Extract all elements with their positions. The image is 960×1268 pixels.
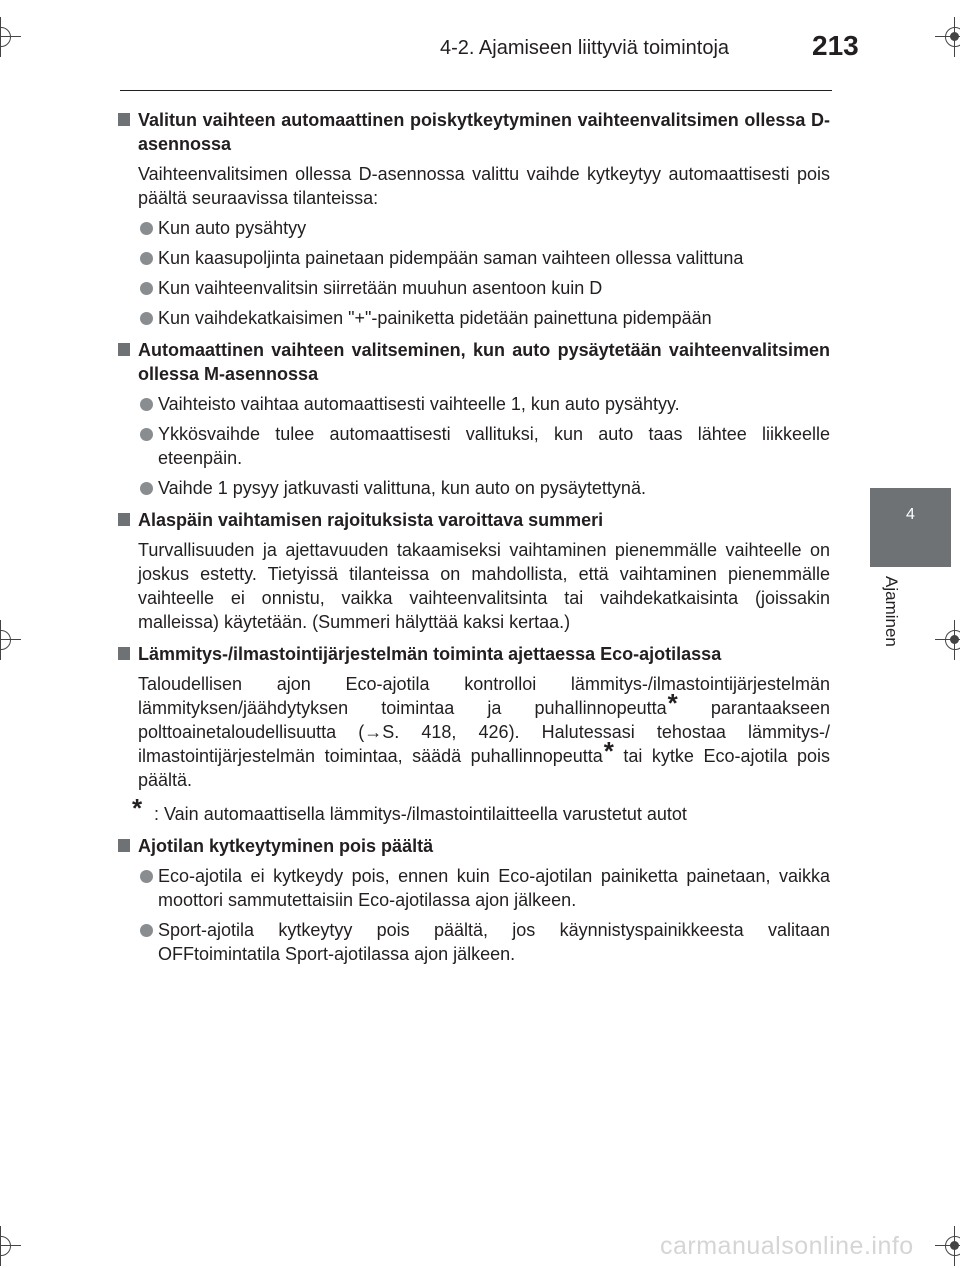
square-bullet-icon [118, 839, 130, 852]
registration-mark-mid-left [0, 620, 21, 660]
section-paragraph: Taloudellisen ajon Eco-ajotila kontrolloi lämmitys-/ilmastointijärjestelmän lämmityksen/jäähdytyksen toimintaa ja puhallinnopeutta* parantaakseen polttoainetaloudellisuutta (→S. 418, 426). Halutessasi tehostaa lämmitys-/ ilmastointijärjestelmän toimintaa, säädä puhallinnopeutta* tai kytke Eco-ajotila pois päältä. [138, 674, 831, 790]
header-divider [120, 90, 832, 91]
footnote-star: * [132, 793, 143, 823]
list-item: Ykkösvaihde tulee automaattisesti vallituksi, kun auto taas lähtee liikkeelle eteenpäin. [118, 422, 830, 470]
section-heading: Ajotilan kytkeytyminen pois päältä [118, 834, 830, 858]
registration-mark-bottom-left [0, 1226, 21, 1266]
square-bullet-icon [118, 113, 130, 126]
list-item: Eco-ajotila ei kytkeydy pois, ennen kuin Eco-ajotilan painiketta painetaan, vaikka moottori sammutettaisiin Eco-ajotilassa ajon jälkeen. [118, 864, 830, 912]
section-drive-mode-off [118, 834, 830, 966]
chapter-title: 4-2. Ajamiseen liittyviä toimintoja [440, 37, 730, 59]
square-bullet-icon [118, 647, 130, 660]
section-heading: Lämmitys-/ilmastointijärjestelmän toiminta ajettaessa Eco-ajotilassa [118, 642, 830, 666]
circle-bullet-icon [140, 398, 153, 411]
square-bullet-icon [118, 513, 130, 526]
chapter-tab-number: 4 [906, 506, 915, 523]
circle-bullet-icon [140, 312, 153, 325]
list-item: Vaihde 1 pysyy jatkuvasti valittuna, kun auto on pysäytettynä. [118, 476, 830, 500]
footnote-star: * [603, 736, 614, 766]
list-item: Sport-ajotila kytkeytyy pois päältä, jos käynnistyspainikkeesta valitaan OFFtoimintatila Sport-ajotilassa ajon jälkeen. [118, 918, 830, 966]
section-paragraph: Vaihteenvalitsimen ollessa D-asennossa valittu vaihde kytkeytyy automaattisesti pois päältä seuraavissa tilanteissa: [138, 164, 830, 208]
circle-bullet-icon [140, 282, 153, 295]
chapter-side-label: Ajaminen [882, 576, 901, 647]
registration-mark-top-left [0, 17, 21, 57]
section-heading: Automaattinen vaihteen valitseminen, kun auto pysäytetään vaihteenvalitsimen ollessa M-asennossa [118, 338, 830, 386]
section-auto-gear-selection-m [118, 338, 830, 500]
list-item: Kun kaasupoljinta painetaan pidempään saman vaihteen ollessa valittuna [118, 246, 830, 270]
registration-mark-top-right [935, 17, 960, 57]
list-item: Kun auto pysähtyy [118, 216, 830, 240]
watermark: carmanualsonline.info [660, 1232, 914, 1260]
page-content [118, 100, 830, 966]
circle-bullet-icon [140, 222, 153, 235]
section-downshift-buzzer [118, 508, 830, 634]
footnote-star: * [667, 688, 678, 718]
section-heading: Valitun vaihteen automaattinen poiskytkeytyminen vaihteenvalitsimen ollessa D-asennossa [118, 108, 830, 156]
square-bullet-icon [118, 343, 130, 356]
registration-mark-mid-right [935, 620, 960, 660]
footnote: * : Vain automaattisella lämmitys-/ilmastointilaitteella varustetut autot [132, 793, 687, 824]
section-paragraph: Turvallisuuden ja ajettavuuden takaamiseksi vaihtaminen pienemmälle vaihteelle on joskus estetty. Tietyissä tilanteissa on mahdollista, että vaihtaminen pienemmälle vaihteelle ei onnistu, vaikka vaihteenvalitsinta tai vaihdekatkaisinta (joissakin malleissa) käytetään. (Summeri hälyttää kaksi kertaa.) [138, 540, 830, 632]
circle-bullet-icon [140, 870, 153, 883]
list-item: Vaihteisto vaihtaa automaattisesti vaihteelle 1, kun auto pysähtyy. [118, 392, 830, 416]
circle-bullet-icon [140, 252, 153, 265]
section-heading: Alaspäin vaihtamisen rajoituksista varoittava summeri [118, 508, 830, 532]
section-gear-auto-disengage [118, 108, 830, 330]
registration-mark-bottom-right [935, 1226, 960, 1266]
circle-bullet-icon [140, 482, 153, 495]
list-item: Kun vaihteenvalitsin siirretään muuhun asentoon kuin D [118, 276, 830, 300]
chapter-side-tab [870, 488, 951, 567]
page-number: 213 [812, 30, 859, 61]
section-climate-eco-mode [118, 642, 830, 826]
circle-bullet-icon [140, 924, 153, 937]
list-item: Kun vaihdekatkaisimen "+"-painiketta pidetään painettuna pidempään [118, 306, 830, 330]
circle-bullet-icon [140, 428, 153, 441]
